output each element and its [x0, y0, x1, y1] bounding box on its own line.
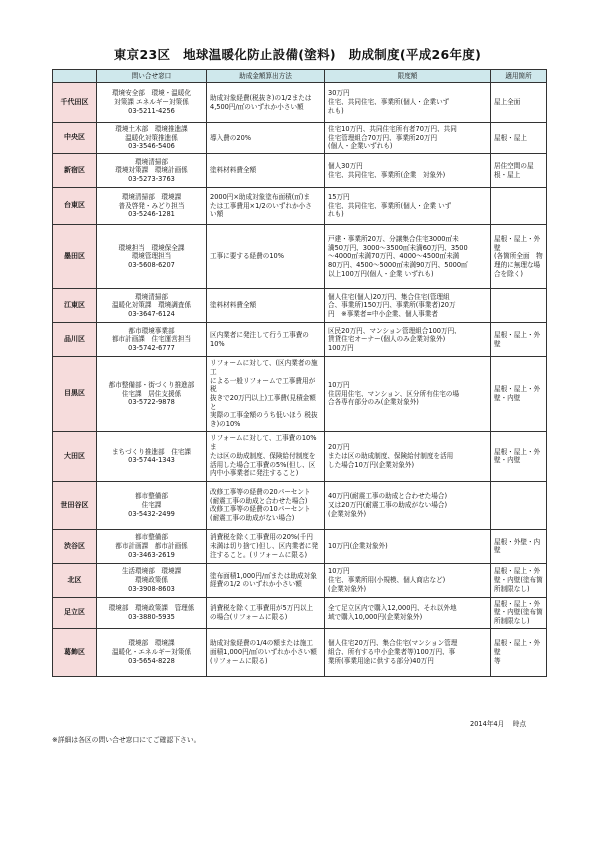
header-applicable-area: 適用箇所: [491, 70, 547, 83]
calc-method-cell: 消費税を除く工事費用の20%(千円 未満は切り捨て)但し、区内業者に発 注すること。(リフォームに限る): [207, 529, 325, 563]
applicable-area-cell: 屋根・屋上・外 壁・内壁(塗布箇 所制限なし): [491, 563, 547, 597]
table-row: [53, 563, 547, 597]
table-row: [53, 481, 547, 529]
contact-cell: 環境清掃部 環境対策課 環境計画係 03-5273-3763: [97, 154, 207, 188]
table-row: [53, 188, 547, 225]
contact-cell: 都市整備部 住宅課 03-5432-2499: [97, 481, 207, 529]
limit-cell: 10万円(企業対象外): [325, 529, 491, 563]
ward-cell: 千代田区: [53, 83, 97, 123]
table-row: [53, 323, 547, 357]
applicable-area-cell: 屋根・屋上: [491, 123, 547, 154]
applicable-area-cell: 屋根・屋上・外壁 (各箇所全面 物 理的に無理な場 合を除く): [491, 225, 547, 289]
ward-cell: 品川区: [53, 323, 97, 357]
table-row: [53, 83, 547, 123]
contact-cell: 環境清掃部 環境課 普及啓発・みどり担当 03-5246-1281: [97, 188, 207, 225]
applicable-area-cell: 屋根・屋上・外壁: [491, 323, 547, 357]
ward-cell: 中央区: [53, 123, 97, 154]
applicable-area-cell: 屋根・屋上・外壁 等: [491, 628, 547, 676]
limit-cell: 40万円(耐震工事の助成と合わせた場合) 又は20万円(耐震工事の助成がない場合) (企業対象外): [325, 481, 491, 529]
applicable-area-cell: 居住空間の屋 根・屋上: [491, 154, 547, 188]
ward-cell: 渋谷区: [53, 529, 97, 563]
table-row: [53, 357, 547, 432]
applicable-area-cell: 屋上全面: [491, 83, 547, 123]
ward-cell: 江東区: [53, 289, 97, 323]
ward-cell: 墨田区: [53, 225, 97, 289]
contact-cell: 都市整備部・街づくり推進部 住宅課 居住支援係 03-5722-9878: [97, 357, 207, 432]
table-row: [53, 123, 547, 154]
table-row: [53, 628, 547, 676]
table-body: [53, 83, 547, 677]
header-calc-method: 助成金額算出方法: [207, 70, 325, 83]
contact-cell: 環境安全部 環境・温暖化 対策課 エネルギー対策係 03-5211-4256: [97, 83, 207, 123]
header-limit: 限度額: [325, 70, 491, 83]
subsidy-table: [52, 69, 547, 677]
limit-cell: 10万円 住居用住宅、マンション、区分所有住宅の場 合各専有部分のみ(企業対象外): [325, 357, 491, 432]
date-note: 2014年4月 時点: [470, 720, 527, 728]
ward-cell: 足立区: [53, 597, 97, 628]
calc-method-cell: 導入費の20%: [207, 123, 325, 154]
calc-method-cell: 助成対象経費(税抜き)の1/2または 4,500円/㎡のいずれか小さい額: [207, 83, 325, 123]
applicable-area-cell: [491, 481, 547, 529]
contact-cell: 環境部 環境課 温暖化・エネルギー対策係 03-5654-8228: [97, 628, 207, 676]
contact-cell: まちづくり推進部 住宅課 03-5744-1343: [97, 431, 207, 481]
calc-method-cell: 2000円×助成対象塗布面積(㎡)ま たは工事費用×1/2のいずれか小さ い額: [207, 188, 325, 225]
limit-cell: 住宅10万円、共同住宅所有者70万円、共同 住宅管理組合70万円、事業所20万円 (個人・企業いずれも): [325, 123, 491, 154]
table-row: [53, 225, 547, 289]
limit-cell: 戸建・事業所20万、分譲集合住宅3000㎡未 満50万円、3000～3500㎡未満60万円、3500 ～4000㎡未満70万円、4000～4500㎡未満 80万円、4500～5000㎡未満90万円、5000㎡ 以上100万円(個人・企業 いずれも): [325, 225, 491, 289]
contact-cell: 環境清掃部 温暖化対策課 環境調査係 03-3647-6124: [97, 289, 207, 323]
applicable-area-cell: 屋根・屋上・外 壁・内壁: [491, 357, 547, 432]
contact-cell: 環境土木部 環境推進課 温暖化対策推進係 03-3546-5406: [97, 123, 207, 154]
ward-cell: 大田区: [53, 431, 97, 481]
contact-cell: 生活環境部 環境課 環境政策係 03-3908-8603: [97, 563, 207, 597]
applicable-area-cell: 屋根・屋上・外 壁・内壁: [491, 431, 547, 481]
limit-cell: 全て足立区内で購入12,000円、それ以外地 域で購入10,000円(企業対象外): [325, 597, 491, 628]
table-row: [53, 431, 547, 481]
calc-method-cell: 消費税を除く工事費用が5万円以上 の場合(リフォームに限る): [207, 597, 325, 628]
calc-method-cell: 改修工事等の経費の20パーセント (耐震工事の助成と合わせた場合) 改修工事等の経費の10パーセント (耐震工事の助成がない場合): [207, 481, 325, 529]
limit-cell: 30万円 住宅、共同住宅、事業所(個人・企業いず れも): [325, 83, 491, 123]
document-title: 東京23区 地球温暖化防止設備(塗料) 助成制度(平成26年度): [113, 47, 482, 62]
applicable-area-cell: 屋根・屋上・外 壁・内壁(塗布箇 所制限なし): [491, 597, 547, 628]
table-row: [53, 289, 547, 323]
calc-method-cell: 塗布面積1,000円/㎡または助成対象 経費の1/2 のいずれか小さい額: [207, 563, 325, 597]
limit-cell: 個人住宅(個人)20万円、集合住宅(管理組 合、事業所)150万円、事業所(事業者)20万 円 ※事業者=中小企業、個人事業者: [325, 289, 491, 323]
contact-cell: 都市環境事業部 都市計画課 住宅運営担当 03-5742-6777: [97, 323, 207, 357]
calc-method-cell: リフォームに対して、工事費の10%ま たは区の助成制度、保険給付制度を 活用した場合工事費の5%(但し、区 内中小事業者に発注すること): [207, 431, 325, 481]
ward-cell: 新宿区: [53, 154, 97, 188]
ward-cell: 世田谷区: [53, 481, 97, 529]
ward-cell: 葛飾区: [53, 628, 97, 676]
contact-cell: 環境担当 環境保全課 環境管理担当 03-5608-6207: [97, 225, 207, 289]
calc-method-cell: リフォームに対して、(区内業者の施工 による一般リフォームで工事費用が税 抜きで20万円以上)工事費(見積金額と 実際の工事金額のうち低いほう 税抜 き)の10%: [207, 357, 325, 432]
header-contact: 問い合せ窓口: [97, 70, 207, 83]
calc-method-cell: 工事に要する経費の10%: [207, 225, 325, 289]
table-row: [53, 154, 547, 188]
calc-method-cell: 塗料材料費全額: [207, 289, 325, 323]
table-header-row: [53, 70, 547, 83]
ward-cell: 目黒区: [53, 357, 97, 432]
ward-cell: 台東区: [53, 188, 97, 225]
ward-cell: 北区: [53, 563, 97, 597]
limit-cell: 10万円 住宅、事業所用(小規模、個人商店など) (企業対象外): [325, 563, 491, 597]
footnote: ※詳細は各区の問い合せ窓口にてご確認下さい。: [52, 736, 201, 744]
applicable-area-cell: [491, 289, 547, 323]
applicable-area-cell: 屋根・外壁・内壁: [491, 529, 547, 563]
applicable-area-cell: [491, 188, 547, 225]
table-row: [53, 597, 547, 628]
limit-cell: 個人30万円 住宅、共同住宅、事業所(企業 対象外): [325, 154, 491, 188]
limit-cell: 区民20万円、マンション管理組合100万円、 賃貸住宅オーナー(個人のみ企業対象外) 100万円: [325, 323, 491, 357]
header-ward: [53, 70, 97, 83]
calc-method-cell: 塗料材料費全額: [207, 154, 325, 188]
calc-method-cell: 助成対象経費の1/4の額または施工 面積1,000円/㎡のいずれか小さい額 (リフォームに限る): [207, 628, 325, 676]
limit-cell: 20万円 または区の助成制度、保険給付制度を活用 した場合10万円(企業対象外): [325, 431, 491, 481]
limit-cell: 個人住宅20万円、集合住宅(マンション管理 組合、所有する中小企業者等)100万円、事 業所(事業用途に供する部分)40万円: [325, 628, 491, 676]
contact-cell: 環境部 環境政策課 管理係 03-3880-5935: [97, 597, 207, 628]
table-row: [53, 529, 547, 563]
contact-cell: 都市整備部 都市計画課 都市計画係 03-3463-2619: [97, 529, 207, 563]
calc-method-cell: 区内業者に発注して行う工事費の 10%: [207, 323, 325, 357]
limit-cell: 15万円 住宅、共同住宅、事業所(個人・企業 いず れも): [325, 188, 491, 225]
